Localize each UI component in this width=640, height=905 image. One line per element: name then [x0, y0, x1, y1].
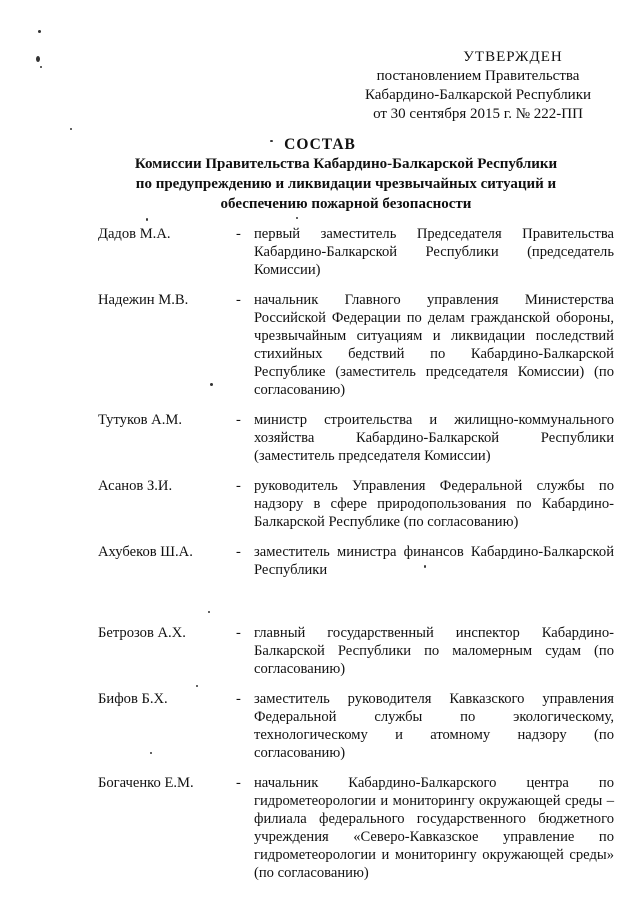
- member-role: министр строительства и жилищно-коммунального хозяйства Кабардино-Балкарской Республики (заместитель председателя Комиссии): [254, 412, 614, 464]
- member-dash: -: [236, 544, 241, 560]
- approval-line-1: постановлением Правительства: [376, 68, 580, 84]
- member-name: Ахубеков Ш.А.: [98, 544, 193, 560]
- subtitle-line-2: по предупреждению и ликвидации чрезвычайных ситуаций и: [135, 176, 557, 192]
- document-subtitle: [96, 154, 596, 214]
- member-role: начальник Кабардино-Балкарского центра по гидрометеорологии и мониторингу окружающей среды – филиала федерального государственного бюджетного учреждения «Северо-Кавказское управление по гидрометеорологии и мониторингу окружающей среды» (по согласованию): [254, 775, 614, 881]
- scan-speck: [146, 218, 148, 221]
- document-title: СОСТАВ: [284, 136, 356, 153]
- member-role: главный государственный инспектор Кабардино-Балкарской Республики по маломерным судам (по согласованию): [254, 625, 614, 677]
- scan-speck: [40, 66, 42, 68]
- scan-speck: [296, 217, 298, 219]
- member-dash: -: [236, 226, 241, 242]
- member-name: Богаченко Е.М.: [98, 775, 194, 791]
- member-dash: -: [236, 625, 241, 641]
- member-row: [98, 411, 614, 465]
- member-list: [98, 225, 614, 894]
- scan-speck: [424, 565, 426, 568]
- member-name: Надежин М.В.: [98, 292, 189, 308]
- approval-line-2: Кабардино-Балкарской Республики: [364, 87, 592, 103]
- member-name: Дадов М.А.: [98, 226, 171, 242]
- scan-speck: [36, 56, 40, 62]
- subtitle-line-1: Комиссии Правительства Кабардино-Балкарской Республики: [134, 156, 558, 172]
- member-row: [98, 624, 614, 678]
- member-name: Асанов З.И.: [98, 478, 173, 494]
- member-row: [98, 477, 614, 531]
- member-role: начальник Главного управления Министерства Российской Федерации по делам гражданской обороны, чрезвычайным ситуациям и ликвидации последствий стихийных бедствий по Кабардино-Балкарской Республике (заместитель председателя Комиссии) (по согласованию): [254, 292, 614, 398]
- member-dash: -: [236, 775, 241, 791]
- member-role: заместитель министра финансов Кабардино-Балкарской Республики: [254, 544, 614, 578]
- approval-heading: УТВЕРЖДЕН: [463, 49, 563, 65]
- member-dash: -: [236, 292, 241, 308]
- member-role: первый заместитель Председателя Правительства Кабардино-Балкарской Республики (председатель Комиссии): [254, 226, 614, 278]
- scan-speck: [196, 685, 198, 687]
- scan-speck: [270, 140, 273, 142]
- scan-speck: [210, 383, 213, 386]
- member-dash: -: [236, 691, 241, 707]
- member-dash: -: [236, 412, 241, 428]
- member-row: [98, 543, 614, 579]
- scan-speck: [70, 128, 72, 130]
- member-role: руководитель Управления Федеральной службы по надзору в сфере природопользования по Кабардино-Балкарской Республике (по согласованию): [254, 478, 614, 530]
- scan-speck: [150, 752, 152, 754]
- member-row: [98, 774, 614, 882]
- member-name: Бифов Б.Х.: [98, 691, 168, 707]
- member-name: Тутуков А.М.: [98, 412, 182, 428]
- scan-speck: [208, 611, 210, 613]
- scan-speck: [38, 30, 41, 33]
- subtitle-line-3: обеспечению пожарной безопасности: [220, 196, 472, 212]
- member-row: [98, 291, 614, 399]
- approval-line-3: от 30 сентября 2015 г. № 222-ПП: [373, 106, 583, 122]
- member-role: заместитель руководителя Кавказского управления Федеральной службы по экологическому, технологическому и атомному надзору (по согласованию): [254, 691, 614, 761]
- approval-stamp: [348, 48, 608, 124]
- member-dash: -: [236, 478, 241, 494]
- member-row: [98, 690, 614, 762]
- member-name: Бетрозов А.Х.: [98, 625, 186, 641]
- member-row: [98, 225, 614, 279]
